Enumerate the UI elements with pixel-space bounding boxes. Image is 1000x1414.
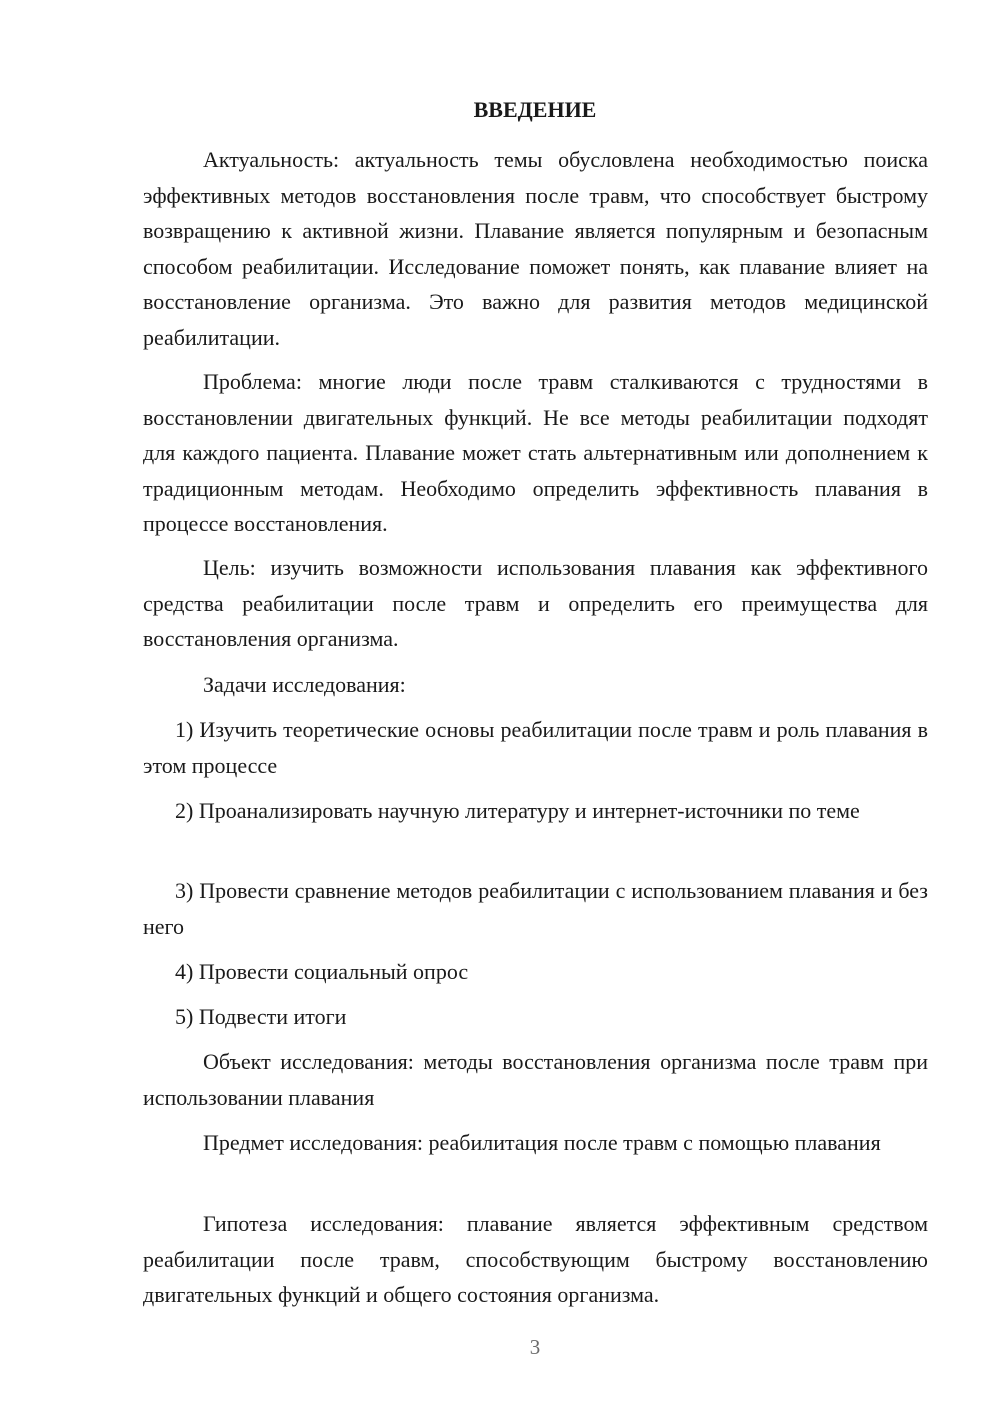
task-2-block xyxy=(143,793,928,829)
section-title: ВВЕДЕНИЕ xyxy=(473,97,597,122)
goal-block xyxy=(143,550,928,657)
task-4-block xyxy=(143,954,928,990)
task-5-block xyxy=(143,999,928,1035)
page-number: 3 xyxy=(529,1335,541,1359)
task-item: 2) Проанализировать научную литературу и интернет-источники по теме xyxy=(175,798,860,823)
subject-paragraph: Предмет исследования: реабилитация после травм с помощью плавания xyxy=(203,1130,881,1155)
task-item: 4) Провести социальный опрос xyxy=(175,959,469,984)
task-item: 1) Изучить теоретические основы реабилитации после травм и роль плавания в этом процессе xyxy=(143,717,928,778)
subject-block xyxy=(143,1125,928,1161)
object-paragraph: Объект исследования: методы восстановления организма после травм при использовании плавания xyxy=(143,1049,928,1110)
tasks-heading-block xyxy=(143,667,928,703)
hypothesis-block xyxy=(143,1206,928,1313)
task-item: 5) Подвести итоги xyxy=(175,1004,347,1029)
tasks-heading: Задачи исследования: xyxy=(203,672,406,697)
relevance-paragraph: Актуальность: актуальность темы обусловлена необходимостью поиска эффективных методов восстановления после травм, что способствует быстрому возвращению к активной жизни. Плавание является популярным и безопасным способом реабилитации. Исследование поможет понять, как плавание влияет на восстановление организма. Это важно для развития методов медицинской реабилитации. xyxy=(143,147,928,350)
object-block xyxy=(143,1044,928,1115)
task-item: 3) Провести сравнение методов реабилитации с использованием плавания и без него xyxy=(143,878,928,939)
task-3-block xyxy=(143,873,928,944)
relevance-block xyxy=(143,142,928,355)
task-1-block xyxy=(143,712,928,783)
goal-paragraph: Цель: изучить возможности использования плавания как эффективного средства реабилитации после травм и определить его преимущества для восстановления организма. xyxy=(143,555,928,651)
problem-paragraph: Проблема: многие люди после травм сталкиваются с трудностями в восстановлении двигательных функций. Не все методы реабилитации подходят для каждого пациента. Плавание может стать альтернативным или дополнением к традиционным методам. Необходимо определить эффективность плавания в процессе восстановления. xyxy=(143,369,928,536)
hypothesis-paragraph: Гипотеза исследования: плавание является эффективным средством реабилитации после травм, способствующим быстрому восстановлению двигательных функций и общего состояния организма. xyxy=(143,1211,928,1307)
problem-block xyxy=(143,364,928,542)
